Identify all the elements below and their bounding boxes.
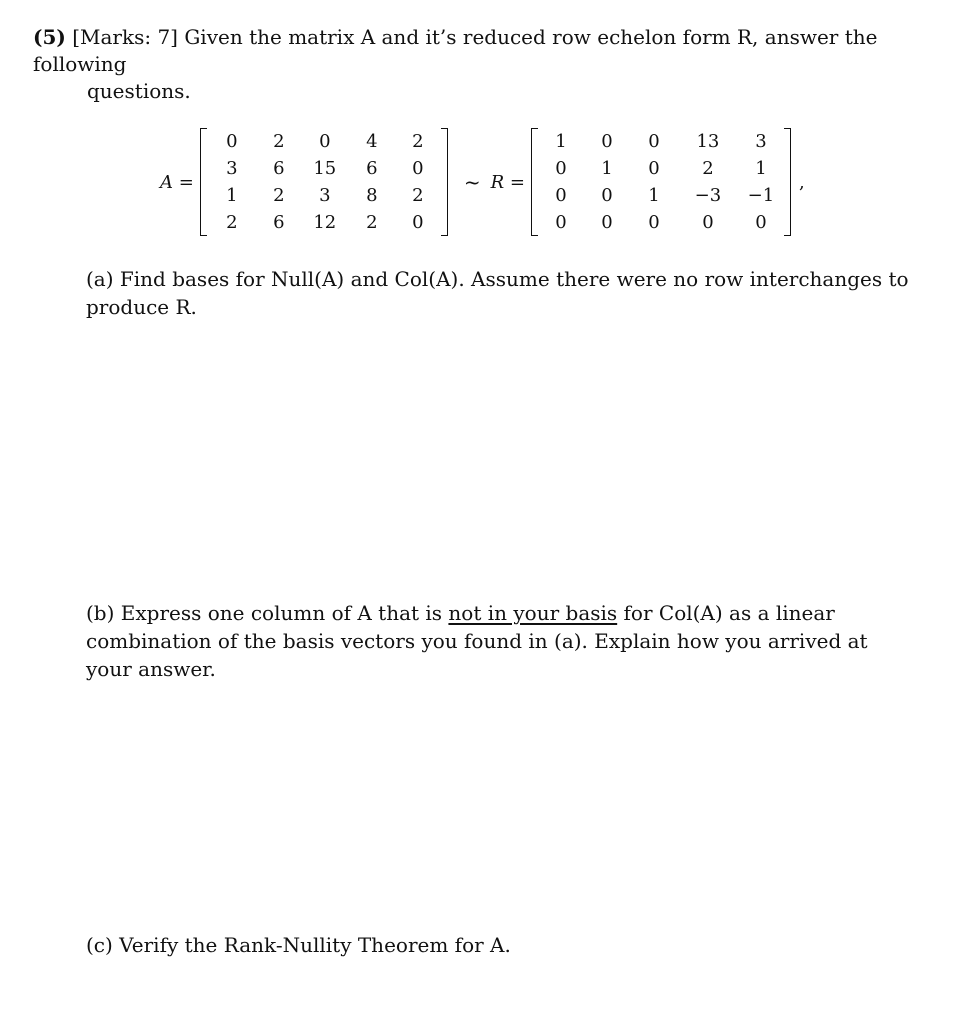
matrix-r-cell: 0: [755, 212, 767, 233]
question-intro-line1: [Marks: 7] Given the matrix A and it’s reduced row echelon form R, answer the following: [33, 25, 878, 76]
matrix-r-label: R =: [490, 171, 525, 193]
matrix-a-cell: 6: [273, 158, 285, 179]
matrix-r-table: [539, 128, 783, 236]
matrix-a-cell: 8: [366, 185, 378, 206]
matrix-a-cell: 3: [226, 158, 238, 179]
matrix-a-cell: 2: [226, 212, 238, 233]
matrix-r-cell: 1: [555, 131, 567, 152]
matrix-trailing-comma: ,: [798, 171, 805, 193]
matrix-r-cell: 0: [555, 185, 567, 206]
matrix-a-cell: 0: [319, 131, 331, 152]
part-b-prompt: [86, 599, 914, 683]
matrix-a-cell: 1: [226, 185, 238, 206]
matrix-r-cell: 1: [601, 158, 613, 179]
matrix-a-cell: 2: [273, 131, 285, 152]
part-a-prompt: (a) Find bases for Null(A) and Col(A). Assume there were no row interchanges to produce R.: [86, 267, 909, 319]
matrix-r-cell: −3: [694, 185, 722, 206]
matrix-r-cell: 0: [648, 212, 660, 233]
part-b-text-before: (b) Express one column of A that is: [86, 601, 449, 625]
matrix-a-cell: 2: [273, 185, 285, 206]
question-number: (5): [33, 25, 66, 49]
part-b-text-after: for Col(A) as a linear combination of the basis vectors you found in (a). Explain how you arrived at your answer.: [86, 601, 868, 681]
matrix-r-cell: 0: [648, 158, 660, 179]
matrix-a-row: [208, 182, 440, 209]
matrix-r-cell: 2: [702, 158, 714, 179]
matrix-a: [200, 128, 448, 236]
part-c-prompt: (c) Verify the Rank-Nullity Theorem for A.: [86, 933, 511, 957]
matrix-a-cell: 0: [412, 212, 424, 233]
matrix-a-row: [208, 128, 440, 155]
matrix-r-cell: 0: [601, 212, 613, 233]
matrix-equation: [160, 128, 805, 236]
matrix-a-cell: 2: [412, 131, 424, 152]
matrix-r-cell: 0: [601, 131, 613, 152]
similar-symbol: ~: [463, 170, 481, 194]
matrix-a-table: [208, 128, 440, 236]
matrix-a-cell: 12: [313, 212, 337, 233]
matrix-a-cell: 2: [366, 212, 378, 233]
matrix-r-cell: 0: [555, 212, 567, 233]
matrix-r-cell: 1: [648, 185, 660, 206]
matrix-a-cell: 0: [226, 131, 238, 152]
matrix-r-cell: 0: [601, 185, 613, 206]
matrix-a-cell: 4: [366, 131, 378, 152]
matrix-a-cell: 15: [313, 158, 337, 179]
matrix-a-cell: 3: [319, 185, 331, 206]
matrix-r-row: [539, 128, 783, 155]
matrix-r-row: [539, 155, 783, 182]
matrix-r-row: [539, 209, 783, 236]
matrix-r-cell: 0: [555, 158, 567, 179]
part-b-underlined-phrase: not in your basis: [448, 601, 618, 625]
matrix-r-cell: 0: [702, 212, 714, 233]
matrix-r-cell: 13: [696, 131, 720, 152]
matrix-r-cell: −1: [747, 185, 775, 206]
matrix-r-cell: 1: [755, 158, 767, 179]
matrix-r-cell: 0: [648, 131, 660, 152]
matrix-a-row: [208, 209, 440, 236]
matrix-a-cell: 2: [412, 185, 424, 206]
question-intro: [33, 24, 913, 105]
matrix-r-row: [539, 182, 783, 209]
matrix-r-cell: 3: [755, 131, 767, 152]
matrix-r: [531, 128, 791, 236]
matrix-a-cell: 0: [412, 158, 424, 179]
matrix-a-cell: 6: [273, 212, 285, 233]
matrix-a-cell: 6: [366, 158, 378, 179]
matrix-a-row: [208, 155, 440, 182]
question-intro-line2: questions.: [87, 79, 191, 103]
matrix-a-label: A =: [160, 171, 194, 193]
